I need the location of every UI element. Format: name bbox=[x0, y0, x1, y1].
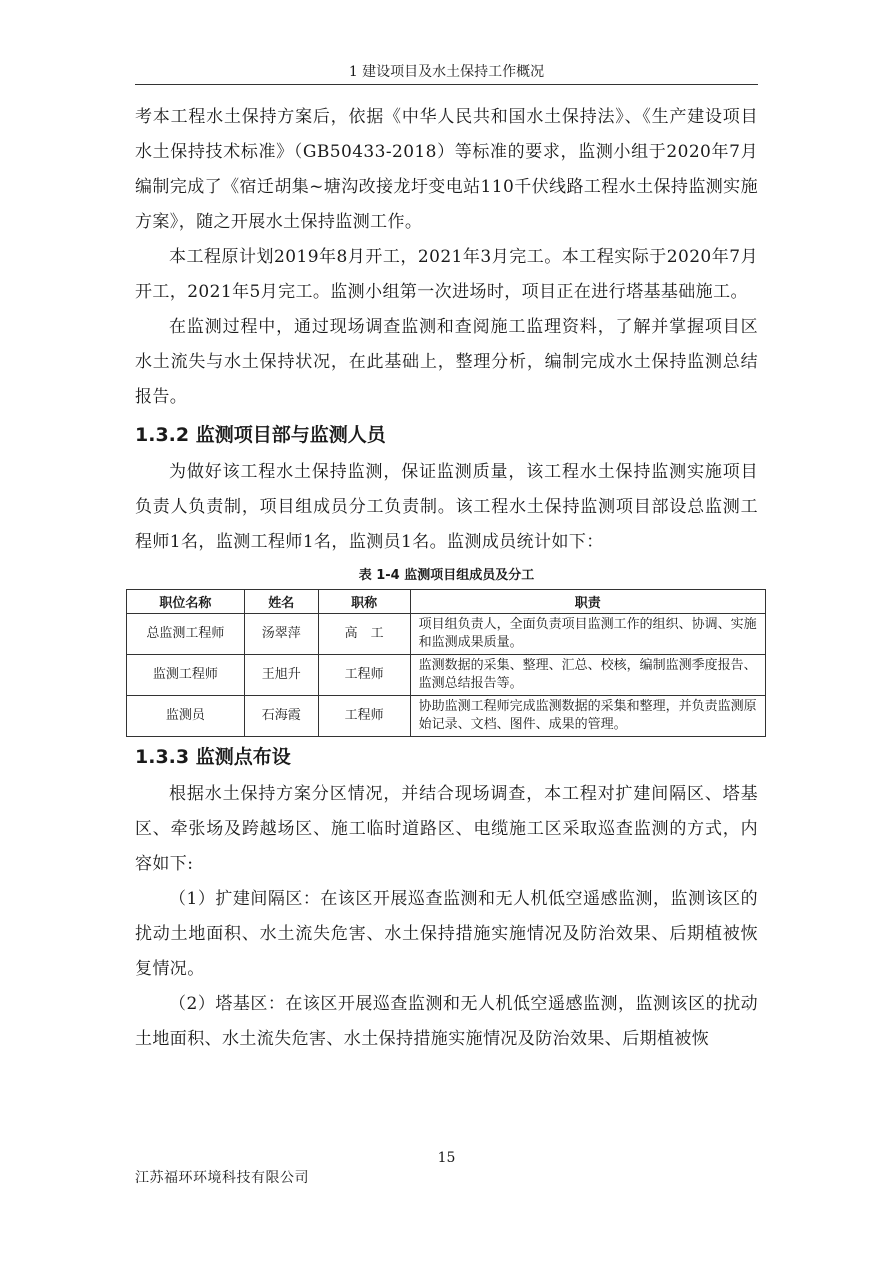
paragraph: 在监测过程中，通过现场调查监测和查阅施工监理资料，了解并掌握项目区水土流失与水土保持状况，在此基础上，整理分析，编制完成水土保持监测总结报告。 bbox=[135, 317, 758, 407]
paragraph: 本工程原计划2019年8月开工，2021年3月完工。本工程实际于2020年7月开工，2021年5月完工。监测小组第一次进场时，项目正在进行塔基基础施工。 bbox=[135, 247, 758, 302]
column-header: 职位名称 bbox=[127, 590, 245, 614]
paragraph: 考本工程水土保持方案后，依据《中华人民共和国水土保持法》、《生产建设项目水土保持技术标准》（GB50433-2018）等标准的要求，监测小组于2020年7月编制完成了《宿迁胡集~塘沟改接龙圩变电站110千伏线路工程水土保持监测实施方案》，随之开展水土保持监测工作。 bbox=[135, 107, 758, 232]
staff-table bbox=[126, 589, 766, 737]
paragraph: （2）塔基区：在该区开展巡查监测和无人机低空遥感监测，监测该区的扰动土地面积、水土流失危害、水土保持措施实施情况及防治效果、后期植被恢 bbox=[135, 994, 758, 1049]
table-cell: 监测员 bbox=[127, 696, 245, 737]
table-cell: 监测工程师 bbox=[127, 655, 245, 696]
column-header: 职责 bbox=[410, 590, 765, 614]
table-cell: 协助监测工程师完成监测数据的采集和整理，并负责监测原始记录、文档、图件、成果的管理。 bbox=[410, 696, 765, 737]
column-header: 姓名 bbox=[244, 590, 318, 614]
table-cell: 监测数据的采集、整理、汇总、校核，编制监测季度报告、监测总结报告等。 bbox=[410, 655, 765, 696]
page-content bbox=[135, 100, 758, 1057]
table-cell: 工程师 bbox=[318, 655, 410, 696]
table-cell: 项目组负责人，全面负责项目监测工作的组织、协调、实施和监测成果质量。 bbox=[410, 614, 765, 655]
section-heading-1-3-2: 1.3.2 监测项目部与监测人员 bbox=[135, 424, 386, 446]
table-cell: 石海霞 bbox=[244, 696, 318, 737]
table-cell: 王旭升 bbox=[244, 655, 318, 696]
table-cell: 汤翠萍 bbox=[244, 614, 318, 655]
table-cell: 总监测工程师 bbox=[127, 614, 245, 655]
section-heading-1-3-3: 1.3.3 监测点布设 bbox=[135, 746, 291, 768]
page-number: 15 bbox=[437, 1150, 456, 1166]
table-cell: 高 工 bbox=[318, 614, 410, 655]
table-cell: 工程师 bbox=[318, 696, 410, 737]
table-caption: 表 1-4 监测项目组成员及分工 bbox=[358, 568, 535, 583]
table-header-row bbox=[127, 590, 766, 614]
running-header: 1 建设项目及水土保持工作概况 bbox=[135, 62, 758, 85]
paragraph: 根据水土保持方案分区情况，并结合现场调查，本工程对扩建间隔区、塔基区、牵张场及跨越场区、施工临时道路区、电缆施工区采取巡查监测的方式，内容如下: bbox=[135, 784, 758, 874]
column-header: 职称 bbox=[318, 590, 410, 614]
paragraph: （1）扩建间隔区：在该区开展巡查监测和无人机低空遥感监测，监测该区的扰动土地面积、水土流失危害、水土保持措施实施情况及防治效果、后期植被恢复情况。 bbox=[135, 889, 758, 979]
footer-company: 江苏福环环境科技有限公司 bbox=[135, 1170, 309, 1186]
table-row bbox=[127, 655, 766, 696]
table-row bbox=[127, 614, 766, 655]
table-row bbox=[127, 696, 766, 737]
paragraph: 为做好该工程水土保持监测，保证监测质量，该工程水土保持监测实施项目负责人负责制，项目组成员分工负责制。该工程水土保持监测项目部设总监测工程师1名，监测工程师1名，监测员1名。监测成员统计如下： bbox=[135, 462, 758, 552]
